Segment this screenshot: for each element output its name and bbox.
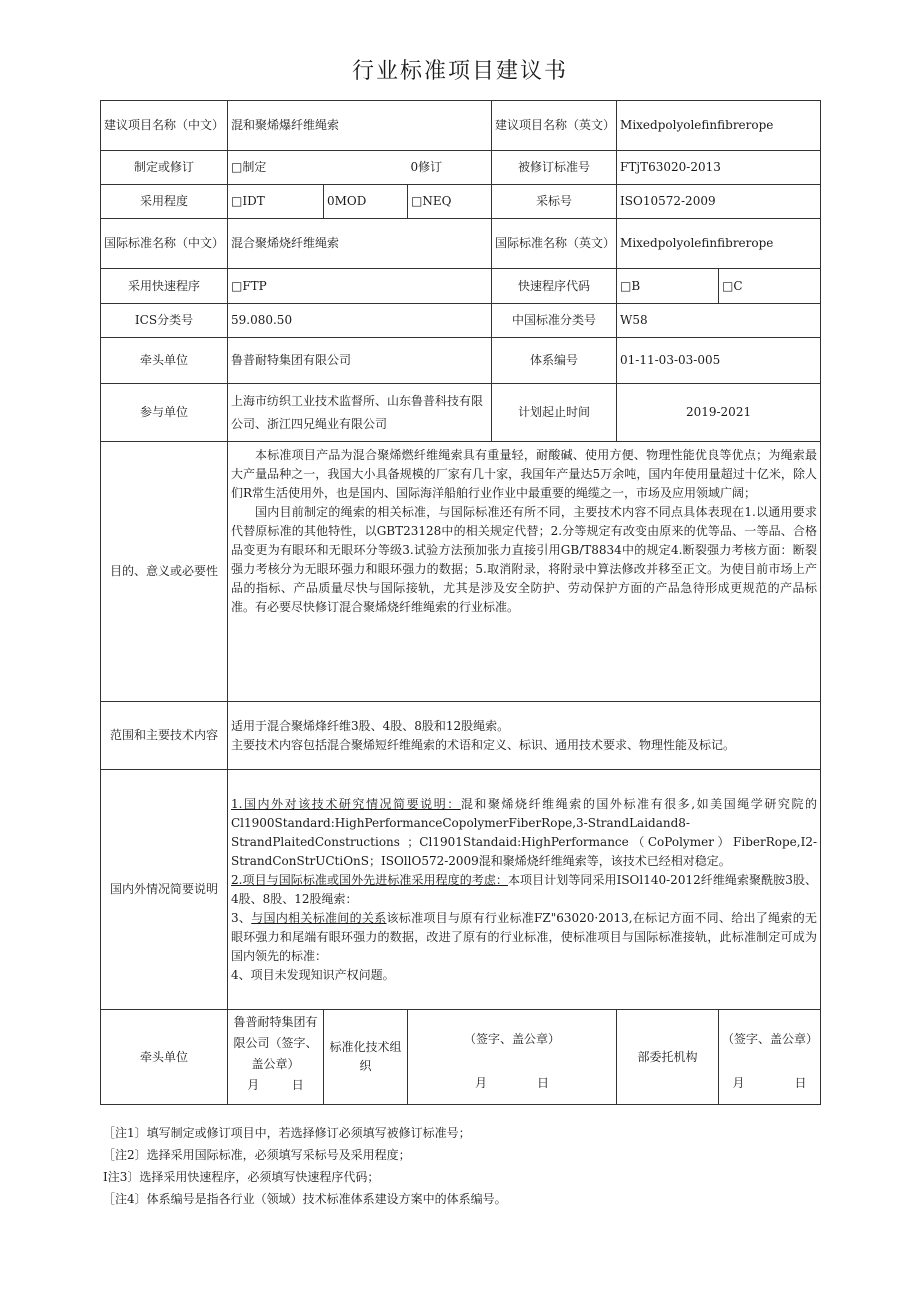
row-classification [101,304,821,338]
row-signatures [101,1010,821,1105]
notes [103,1122,823,1210]
sign-tc-date [411,1074,613,1093]
purpose-label: 目的、意义或必要性 [101,442,228,702]
row-project-name [101,101,821,151]
option-revise-checkbox[interactable]: 0修订 [408,151,492,185]
situation-item-2 [231,871,817,909]
intl-name-en-value[interactable]: Mixedpolyolefinfibrerope [617,219,821,269]
row-intl-name [101,219,821,269]
ics-value[interactable]: 59.080.50 [228,304,492,338]
cn-class-value[interactable]: W58 [617,304,821,338]
intl-name-en-label: 国际标准名称（英文） [492,219,617,269]
note-1: ［注1〕填写制定或修订项目中，若选择修订必须填写被修订标准号； [103,1126,471,1140]
row-lead-unit [101,338,821,384]
situation-item-3-prefix: 3、 [231,910,252,925]
sign-lead-month: 月 [247,1078,260,1092]
note-2: ［注2〕选择采用国际标准，必须填写采标号及采用程度； [103,1148,411,1162]
note-4: ［注4〕体系编号是指各行业（领域）技术标准体系建设方案中的体系编号。 [103,1192,507,1206]
option-formulate-checkbox[interactable]: □制定 [228,151,408,185]
option-mod-checkbox[interactable]: 0MOD [324,185,408,219]
fast-code-b-checkbox[interactable]: □B [617,269,719,304]
project-name-en-value[interactable]: Mixedpolyolefinfibrerope [617,101,821,151]
sign-tc-day: 日 [537,1076,550,1090]
intl-name-cn-label: 国际标准名称（中文） [101,219,228,269]
situation-item-1-body: 混和聚烯烧纤维绳索的国外标准有很多,如美国绳学研究院的Cl1900Standard:HighPerformanceCopolymerFiberRope,3-StrandLaidand8-StrandPlaitedConstructions ；Cl1901Standaid:HighPerformance（CoPolymer）FiberRope,I2-StrandConStrUCtiOnS；ISOllO572-2009混和聚烯烧纤维绳索等，该技术已经相对稳定。 [231,796,818,868]
plan-period-label: 计划起止时间 [492,384,617,442]
sign-tc-text: （签字、盖公章） [464,1032,561,1046]
participants-value[interactable]: 上海市纺织工业技术监督所、山东鲁普科技有限公司、浙江四兄绳业有限公司 [228,384,492,442]
situation-item-1 [231,795,817,871]
situation-text[interactable] [228,770,821,1010]
sign-lead-cell[interactable] [228,1010,324,1105]
sign-lead-day: 日 [291,1078,304,1092]
lead-unit-value[interactable]: 鲁普耐特集团有限公司 [228,338,492,384]
participants-label: 参与单位 [101,384,228,442]
situation-item-2-body: 本项目计划等同采用ISOl140-2012纤维绳索聚酰胺3股、4股、8股、12股绳索： [231,872,818,906]
situation-item-4: 4、项目未发现知识产权问题。 [231,967,395,982]
sign-lead-label: 牵头单位 [101,1010,228,1105]
fast-track-checkbox[interactable]: □FTP [228,269,492,304]
revise-label: 制定或修订 [101,151,228,185]
project-name-en-label: 建议项目名称（英文） [492,101,617,151]
fast-track-label: 采用快速程序 [101,269,228,304]
option-neq-checkbox[interactable]: □NEQ [408,185,492,219]
option-idt-checkbox[interactable]: □IDT [228,185,324,219]
ics-label: ICS分类号 [101,304,228,338]
page-title: 行业标准项目建议书 [351,59,568,84]
sign-ministry-cell[interactable] [719,1010,821,1105]
row-purpose [101,442,821,702]
project-name-cn-value[interactable]: 混和聚烯爆纤维绳索 [228,101,492,151]
revised-std-value[interactable]: FTjT63020-2013 [617,151,821,185]
adopt-no-label: 采标号 [492,185,617,219]
proposal-form-table [100,100,821,1105]
situation-label: 国内外情况简要说明 [101,770,228,1010]
row-fast-track [101,269,821,304]
purpose-paragraph-2: 国内目前制定的绳索的相关标准，与国际标准还有所不同，主要技术内容不同点具体表现在1.以通用要求代替原标准的其他特性，以GBT23128中的相关规定代替；2.分等规定有改变由原来的优等品、一等品、合格品变更为有眼环和无眼环分等级3.试验方法预加张力直接引用GB/T8834中的规定4.断裂强力考核方面：断裂强力考核分为无眼环强力和眼环强力的数据；5.取消附录，将附录中算法修改并移至正文。为使目前市场上产品的指标、产品质量尽快与国际接轨，尤其是涉及安全防护、劳动保护方面的产品急待形成更规范的产品标准。有必要尽快修订混合聚烯烧纤维绳索的行业标准。 [231,505,818,614]
adopt-no-value[interactable]: ISO10572-2009 [617,185,821,219]
lead-unit-label: 牵头单位 [101,338,228,384]
row-situation [101,770,821,1010]
adopt-label: 采用程度 [101,185,228,219]
situation-item-2-head: 2.项目与国际标准或国外先进标准采用程度的考虑： [231,872,508,887]
situation-item-3-head: 与国内相关标准间的关系 [251,910,387,925]
sign-tc-label: 标准化技术组织 [324,1010,408,1105]
row-scope [101,702,821,770]
revised-std-label: 被修订标准号 [492,151,617,185]
fast-code-label: 快速程序代码 [492,269,617,304]
scope-line-2: 主要技术内容包括混合聚烯短纤维绳索的术语和定义、标识、通用技术要求、物理性能及标记。 [231,737,736,752]
note-3: I注3〕选择采用快速程序，必须填写快速程序代码； [103,1170,380,1184]
sign-ministry-month: 月 [732,1076,745,1090]
sign-ministry-text: （签字、盖公章） [722,1032,819,1046]
situation-item-3-body: 该标准项目与原有行业标准FZ"63020·2013,在标记方面不同、给出了绳索的无眼环强力和尾端有眼环强力的数据，改进了原有的行业标准，使标准项目与国际标准接轨，此标准制定可成为国内领先的标准： [231,910,818,963]
scope-text[interactable] [228,702,821,770]
fast-code-c-checkbox[interactable]: □C [719,269,821,304]
sign-tc-cell[interactable] [408,1010,617,1105]
situation-item-3 [231,909,817,966]
scope-line-1: 适用于混合聚烯烽纤维3股、4股、8股和12股绳索。 [231,718,510,733]
system-no-label: 体系编号 [492,338,617,384]
purpose-paragraph-1: 本标准项目产品为混合聚烯燃纤维绳索具有重量轻，耐酸碱、使用方便、物理性能优良等优点；为绳索最大产量品种之一，我国大小具备规模的厂家有几十家，我国年产量达5万余吨，国内年使用量超过十亿米，除人们R常生活使用外，也是国内、国际海洋船舶行业作业中最重要的绳缆之一，市场及应用领域广阔； [231,448,818,500]
sign-ministry-day: 日 [794,1076,807,1090]
purpose-text[interactable] [228,442,821,702]
intl-name-cn-value[interactable]: 混合聚烯烧纤维绳索 [228,219,492,269]
sign-tc-month: 月 [475,1076,488,1090]
sign-ministry-label: 部委托机构 [617,1010,719,1105]
sign-ministry-date [722,1074,817,1093]
sign-lead-date [231,1075,320,1096]
system-no-value[interactable]: 01-11-03-03-005 [617,338,821,384]
row-adoption [101,185,821,219]
situation-item-1-head: 1.国内外对该技术研究情况简要说明： [231,796,461,811]
project-name-cn-label: 建议项目名称（中文） [101,101,228,151]
cn-class-label: 中国标准分类号 [492,304,617,338]
scope-label: 范围和主要技术内容 [101,702,228,770]
row-participants [101,384,821,442]
plan-period-value[interactable]: 2019-2021 [617,384,821,442]
row-revise [101,151,821,185]
sign-lead-org: 鲁普耐特集团有限公司（签字、盖公章） [233,1015,318,1071]
